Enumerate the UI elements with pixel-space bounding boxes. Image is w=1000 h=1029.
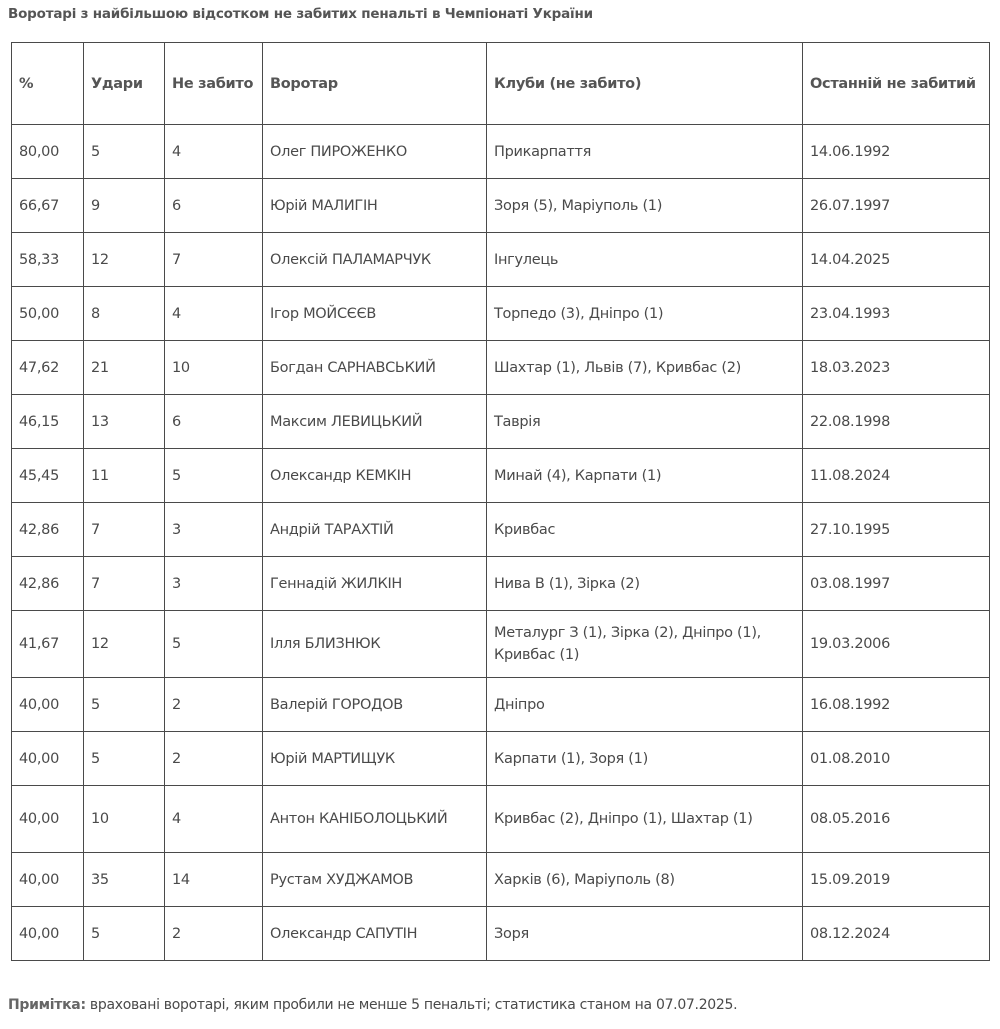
cell-clubs: Кривбас (487, 503, 803, 557)
column-header-keeper: Воротар (263, 43, 487, 125)
cell-pct: 80,00 (12, 125, 84, 179)
table-row (12, 853, 990, 907)
cell-clubs: Кривбас (2), Дніпро (1), Шахтар (1) (487, 786, 803, 853)
cell-last: 18.03.2023 (803, 341, 990, 395)
cell-keeper: Антон КАНІБОЛОЦЬКИЙ (263, 786, 487, 853)
cell-clubs: Нива В (1), Зірка (2) (487, 557, 803, 611)
cell-shots: 7 (84, 503, 165, 557)
cell-pct: 40,00 (12, 786, 84, 853)
cell-clubs: Минай (4), Карпати (1) (487, 449, 803, 503)
table-row (12, 287, 990, 341)
cell-keeper: Ігор МОЙСЄЄВ (263, 287, 487, 341)
table-row (12, 395, 990, 449)
cell-shots: 10 (84, 786, 165, 853)
cell-pct: 40,00 (12, 853, 84, 907)
cell-shots: 8 (84, 287, 165, 341)
cell-pct: 58,33 (12, 233, 84, 287)
table-row (12, 786, 990, 853)
cell-shots: 5 (84, 678, 165, 732)
cell-shots: 12 (84, 611, 165, 678)
cell-keeper: Юрій МАЛИГІН (263, 179, 487, 233)
cell-clubs: Харків (6), Маріуполь (8) (487, 853, 803, 907)
cell-saved: 3 (165, 557, 263, 611)
table-header-row (12, 43, 990, 125)
footnote (8, 997, 737, 1013)
cell-keeper: Рустам ХУДЖАМОВ (263, 853, 487, 907)
cell-saved: 5 (165, 449, 263, 503)
table-row (12, 611, 990, 678)
cell-keeper: Валерій ГОРОДОВ (263, 678, 487, 732)
cell-saved: 4 (165, 287, 263, 341)
table-row (12, 449, 990, 503)
cell-pct: 45,45 (12, 449, 84, 503)
cell-last: 15.09.2019 (803, 853, 990, 907)
cell-clubs: Металург З (1), Зірка (2), Дніпро (1), Кривбас (1) (487, 611, 803, 678)
cell-keeper: Геннадій ЖИЛКІН (263, 557, 487, 611)
cell-saved: 3 (165, 503, 263, 557)
cell-last: 08.05.2016 (803, 786, 990, 853)
cell-pct: 46,15 (12, 395, 84, 449)
cell-last: 19.03.2006 (803, 611, 990, 678)
cell-saved: 10 (165, 341, 263, 395)
cell-shots: 35 (84, 853, 165, 907)
cell-pct: 50,00 (12, 287, 84, 341)
cell-last: 14.04.2025 (803, 233, 990, 287)
cell-saved: 5 (165, 611, 263, 678)
cell-keeper: Олександр КЕМКІН (263, 449, 487, 503)
table-row (12, 503, 990, 557)
footnote-label: Примітка: (8, 997, 86, 1013)
cell-shots: 5 (84, 907, 165, 961)
cell-saved: 7 (165, 233, 263, 287)
cell-shots: 5 (84, 732, 165, 786)
cell-pct: 42,86 (12, 557, 84, 611)
cell-clubs: Таврія (487, 395, 803, 449)
column-header-shots: Удари (84, 43, 165, 125)
cell-shots: 7 (84, 557, 165, 611)
cell-saved: 6 (165, 179, 263, 233)
cell-clubs: Зоря (487, 907, 803, 961)
cell-saved: 2 (165, 678, 263, 732)
cell-keeper: Юрій МАРТИЩУК (263, 732, 487, 786)
cell-clubs: Зоря (5), Маріуполь (1) (487, 179, 803, 233)
cell-pct: 40,00 (12, 678, 84, 732)
column-header-saved: Не забито (165, 43, 263, 125)
cell-shots: 21 (84, 341, 165, 395)
table-caption: Воротарі з найбільшою відсотком не забитих пенальті в Чемпіонаті України (8, 6, 593, 22)
cell-shots: 12 (84, 233, 165, 287)
cell-clubs: Карпати (1), Зоря (1) (487, 732, 803, 786)
cell-pct: 40,00 (12, 907, 84, 961)
cell-clubs: Торпедо (3), Дніпро (1) (487, 287, 803, 341)
table-row (12, 341, 990, 395)
table-row (12, 732, 990, 786)
column-header-pct: % (12, 43, 84, 125)
cell-keeper: Максим ЛЕВИЦЬКИЙ (263, 395, 487, 449)
cell-last: 03.08.1997 (803, 557, 990, 611)
cell-clubs: Прикарпаття (487, 125, 803, 179)
cell-last: 26.07.1997 (803, 179, 990, 233)
cell-pct: 66,67 (12, 179, 84, 233)
cell-last: 27.10.1995 (803, 503, 990, 557)
goalkeepers-table (11, 42, 990, 961)
cell-pct: 42,86 (12, 503, 84, 557)
cell-clubs: Шахтар (1), Львів (7), Кривбас (2) (487, 341, 803, 395)
cell-last: 14.06.1992 (803, 125, 990, 179)
cell-last: 11.08.2024 (803, 449, 990, 503)
cell-keeper: Олексій ПАЛАМАРЧУК (263, 233, 487, 287)
cell-saved: 14 (165, 853, 263, 907)
footnote-text: враховані воротарі, яким пробили не менше 5 пенальті; статистика станом на 07.07.2025. (85, 997, 738, 1013)
table-row (12, 125, 990, 179)
cell-saved: 2 (165, 732, 263, 786)
cell-last: 23.04.1993 (803, 287, 990, 341)
cell-shots: 9 (84, 179, 165, 233)
cell-last: 01.08.2010 (803, 732, 990, 786)
cell-saved: 2 (165, 907, 263, 961)
cell-last: 22.08.1998 (803, 395, 990, 449)
cell-keeper: Богдан САРНАВСЬКИЙ (263, 341, 487, 395)
table-row (12, 179, 990, 233)
cell-keeper: Андрій ТАРАХТІЙ (263, 503, 487, 557)
cell-keeper: Олександр САПУТІН (263, 907, 487, 961)
cell-last: 08.12.2024 (803, 907, 990, 961)
cell-keeper: Ілля БЛИЗНЮК (263, 611, 487, 678)
cell-pct: 40,00 (12, 732, 84, 786)
cell-last: 16.08.1992 (803, 678, 990, 732)
table-row (12, 557, 990, 611)
table-row (12, 233, 990, 287)
cell-shots: 11 (84, 449, 165, 503)
table-row (12, 678, 990, 732)
cell-saved: 6 (165, 395, 263, 449)
cell-keeper: Олег ПИРОЖЕНКО (263, 125, 487, 179)
cell-pct: 41,67 (12, 611, 84, 678)
column-header-clubs: Клуби (не забито) (487, 43, 803, 125)
table-row (12, 907, 990, 961)
cell-shots: 5 (84, 125, 165, 179)
cell-saved: 4 (165, 786, 263, 853)
cell-clubs: Інгулець (487, 233, 803, 287)
cell-pct: 47,62 (12, 341, 84, 395)
cell-saved: 4 (165, 125, 263, 179)
table-body (12, 125, 990, 961)
cell-clubs: Дніпро (487, 678, 803, 732)
column-header-last: Останній не забитий (803, 43, 990, 125)
cell-shots: 13 (84, 395, 165, 449)
